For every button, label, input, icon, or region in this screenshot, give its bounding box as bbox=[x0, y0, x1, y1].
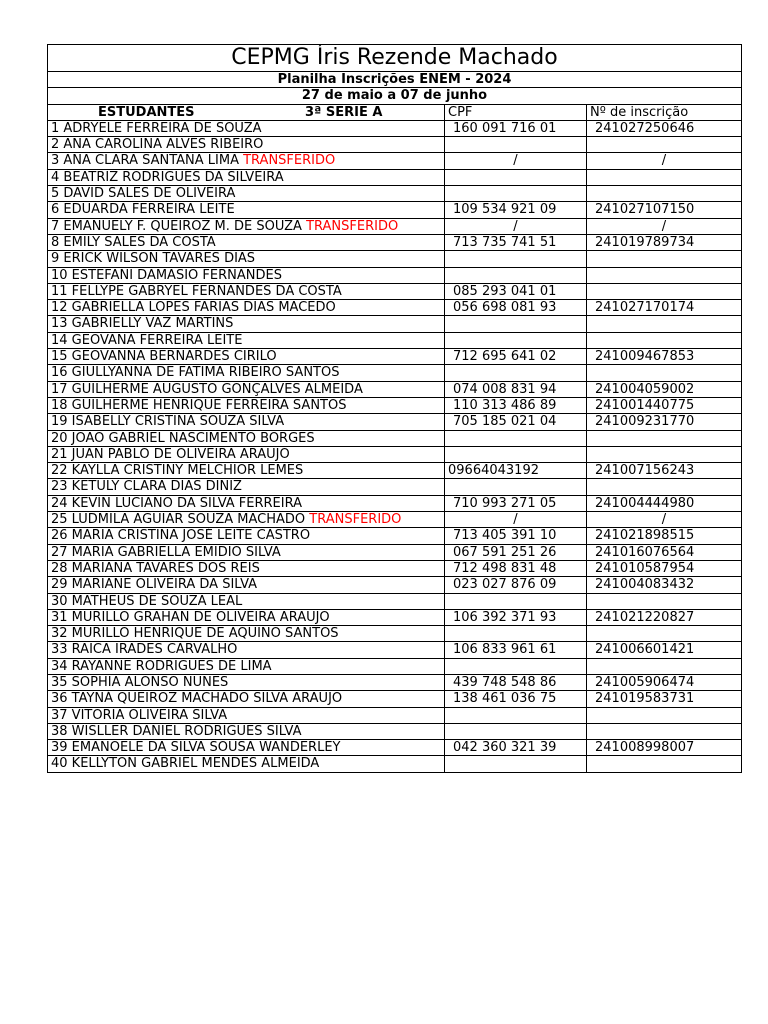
cpf-cell bbox=[445, 316, 587, 332]
registration-cell bbox=[587, 756, 742, 772]
student-name: 12 GABRIELLA LOPES FARIAS DIAS MACEDO bbox=[51, 300, 336, 316]
registration-cell: / bbox=[587, 218, 742, 234]
table-row bbox=[48, 267, 742, 283]
table-row bbox=[48, 740, 742, 756]
table-row bbox=[48, 153, 742, 169]
registration-cell: 241009467853 bbox=[587, 349, 742, 365]
student-cell bbox=[48, 300, 445, 316]
registration-cell bbox=[587, 267, 742, 283]
registration-cell: 241001440775 bbox=[587, 397, 742, 413]
cpf-cell bbox=[445, 707, 587, 723]
student-cell bbox=[48, 365, 445, 381]
student-name: 14 GEOVANA FERREIRA LEITE bbox=[51, 332, 243, 348]
cpf-cell bbox=[445, 626, 587, 642]
student-cell bbox=[48, 658, 445, 674]
cpf-cell: / bbox=[445, 153, 587, 169]
student-cell bbox=[48, 544, 445, 560]
cpf-cell bbox=[445, 137, 587, 153]
registration-cell: 241021220827 bbox=[587, 609, 742, 625]
student-name: 37 VITÓRIA OLIVEIRA SILVA bbox=[51, 707, 228, 723]
student-cell bbox=[48, 153, 445, 169]
table-row bbox=[48, 169, 742, 185]
table-row bbox=[48, 512, 742, 528]
student-cell bbox=[48, 626, 445, 642]
student-name: 34 RAYANNE RODRIGUES DE LIMA bbox=[51, 658, 272, 674]
table-row bbox=[48, 479, 742, 495]
registration-cell bbox=[587, 658, 742, 674]
cpf-cell: 09664043192 bbox=[445, 463, 587, 479]
student-name: 36 TAYNÁ QUEIROZ MACHADO SILVA ARAUJO bbox=[51, 691, 343, 707]
student-name: 32 MURILLO HENRIQUE DE AQUINO SANTOS bbox=[51, 626, 339, 642]
registration-cell bbox=[587, 365, 742, 381]
cpf-cell: 712 695 641 02 bbox=[445, 349, 587, 365]
students-header-cell bbox=[48, 104, 445, 120]
transfer-status: TRANSFERIDO bbox=[309, 512, 402, 528]
registration-cell: 241009231770 bbox=[587, 414, 742, 430]
cpf-cell bbox=[445, 186, 587, 202]
student-cell bbox=[48, 495, 445, 511]
registration-header: Nº de inscrição bbox=[587, 104, 742, 120]
table-row bbox=[48, 283, 742, 299]
student-cell bbox=[48, 479, 445, 495]
student-name: 8 EMILY SALES DA COSTA bbox=[51, 234, 216, 250]
table-row bbox=[48, 186, 742, 202]
registration-cell bbox=[587, 251, 742, 267]
cpf-cell bbox=[445, 267, 587, 283]
student-name: 26 MARIA CRISTINA JOSÉ LEITE CASTRO bbox=[51, 528, 311, 544]
registration-cell bbox=[587, 723, 742, 739]
table-row bbox=[48, 626, 742, 642]
student-name: 20 JOÃO GABRIEL NASCIMENTO BORGES bbox=[51, 430, 315, 446]
student-cell bbox=[48, 381, 445, 397]
cpf-cell: 106 392 371 93 bbox=[445, 609, 587, 625]
table-row bbox=[48, 316, 742, 332]
registration-cell: 241019789734 bbox=[587, 234, 742, 250]
student-name: 17 GUILHERME AUGUSTO GONÇALVES ALMEIDA bbox=[51, 381, 363, 397]
student-name: 31 MURILLO GRAHAN DE OLIVEIRA ARAUJO bbox=[51, 609, 330, 625]
registration-cell bbox=[587, 137, 742, 153]
table-row bbox=[48, 691, 742, 707]
cpf-cell bbox=[445, 593, 587, 609]
cpf-cell: / bbox=[445, 512, 587, 528]
table-row bbox=[48, 120, 742, 136]
registration-cell: 241004059002 bbox=[587, 381, 742, 397]
registration-cell: / bbox=[587, 512, 742, 528]
document-title: CEPMG Íris Rezende Machado bbox=[48, 45, 742, 72]
cpf-cell: 106 833 961 61 bbox=[445, 642, 587, 658]
student-name: 5 DAVID SALES DE OLIVEIRA bbox=[51, 186, 236, 202]
registration-cell: 241006601421 bbox=[587, 642, 742, 658]
student-cell bbox=[48, 609, 445, 625]
student-name: 9 ERICK WILSON TAVARES DIAS bbox=[51, 251, 256, 267]
cpf-cell: 109 534 921 09 bbox=[445, 202, 587, 218]
cpf-cell bbox=[445, 365, 587, 381]
cpf-cell bbox=[445, 332, 587, 348]
table-row bbox=[48, 560, 742, 576]
registration-cell bbox=[587, 479, 742, 495]
student-cell bbox=[48, 756, 445, 772]
enrollment-sheet bbox=[47, 44, 742, 773]
registration-cell: 241008998007 bbox=[587, 740, 742, 756]
student-cell bbox=[48, 283, 445, 299]
student-cell bbox=[48, 642, 445, 658]
student-name: 21 JUAN PABLO DE OLIVEIRA ARAUJO bbox=[51, 446, 290, 462]
class-header: 3ª SERIE A bbox=[305, 104, 383, 120]
student-name: 38 WISLLER DANIEL RODRIGUES SILVA bbox=[51, 723, 302, 739]
subtitle-row bbox=[48, 72, 742, 88]
table-row bbox=[48, 446, 742, 462]
student-name: 22 KAYLLA CRISTINY MELCHIOR LEMES bbox=[51, 463, 304, 479]
cpf-cell: 710 993 271 05 bbox=[445, 495, 587, 511]
student-cell bbox=[48, 137, 445, 153]
transfer-status: TRANSFERIDO bbox=[243, 153, 336, 169]
table-row bbox=[48, 593, 742, 609]
table-row bbox=[48, 332, 742, 348]
student-cell bbox=[48, 316, 445, 332]
registration-cell bbox=[587, 430, 742, 446]
student-cell bbox=[48, 218, 445, 234]
student-cell bbox=[48, 186, 445, 202]
table-row bbox=[48, 674, 742, 690]
student-cell bbox=[48, 332, 445, 348]
student-name: 25 LUDMILA AGUIAR SOUZA MACHADO bbox=[51, 512, 306, 528]
table-row bbox=[48, 463, 742, 479]
registration-cell: 241027170174 bbox=[587, 300, 742, 316]
cpf-cell: 074 008 831 94 bbox=[445, 381, 587, 397]
table-row bbox=[48, 137, 742, 153]
registration-cell: 241027250646 bbox=[587, 120, 742, 136]
transfer-status: TRANSFERIDO bbox=[306, 218, 399, 234]
cpf-cell: 439 748 548 86 bbox=[445, 674, 587, 690]
student-cell bbox=[48, 234, 445, 250]
cpf-header: CPF bbox=[445, 104, 587, 120]
table-row bbox=[48, 397, 742, 413]
student-cell bbox=[48, 202, 445, 218]
student-cell bbox=[48, 446, 445, 462]
cpf-cell bbox=[445, 446, 587, 462]
student-cell bbox=[48, 267, 445, 283]
cpf-cell: 138 461 036 75 bbox=[445, 691, 587, 707]
table-row bbox=[48, 495, 742, 511]
student-name: 6 EDUARDA FERREIRA LEITE bbox=[51, 202, 235, 218]
student-cell bbox=[48, 512, 445, 528]
registration-cell bbox=[587, 446, 742, 462]
student-name: 16 GIULLYANNA DE FATIMA RIBEIRO SANTOS bbox=[51, 365, 340, 381]
students-header: ESTUDANTES bbox=[98, 104, 195, 120]
student-cell bbox=[48, 707, 445, 723]
registration-cell bbox=[587, 626, 742, 642]
document-subtitle: Planilha Inscrições ENEM - 2024 bbox=[48, 72, 742, 88]
registration-cell: 241004083432 bbox=[587, 577, 742, 593]
student-name: 2 ANA CAROLINA ALVES RIBEIRO bbox=[51, 137, 264, 153]
student-name: 19 ISABELLY CRISTINA SOUZA SILVA bbox=[51, 414, 285, 430]
student-name: 39 EMANOELE DA SILVA SOUSA WANDERLEY bbox=[51, 740, 341, 756]
table-row bbox=[48, 349, 742, 365]
cpf-cell: 023 027 876 09 bbox=[445, 577, 587, 593]
registration-cell: 241021898515 bbox=[587, 528, 742, 544]
student-cell bbox=[48, 120, 445, 136]
table-row bbox=[48, 218, 742, 234]
student-cell bbox=[48, 577, 445, 593]
student-name: 40 KELLYTON GABRIEL MENDES ALMEIDA bbox=[51, 756, 320, 772]
student-cell bbox=[48, 251, 445, 267]
table-row bbox=[48, 756, 742, 772]
cpf-cell: 705 185 021 04 bbox=[445, 414, 587, 430]
title-row bbox=[48, 45, 742, 72]
student-cell bbox=[48, 414, 445, 430]
student-name: 18 GUILHERME HENRIQUE FERREIRA SANTOS bbox=[51, 397, 347, 413]
cpf-cell: 067 591 251 26 bbox=[445, 544, 587, 560]
cpf-cell bbox=[445, 723, 587, 739]
cpf-cell: 110 313 486 89 bbox=[445, 397, 587, 413]
student-name: 28 MARIANA TAVARES DOS REIS bbox=[51, 560, 260, 576]
student-cell bbox=[48, 560, 445, 576]
cpf-cell bbox=[445, 479, 587, 495]
student-name: 30 MATHEUS DE SOUZA LEAL bbox=[51, 593, 243, 609]
cpf-cell: 712 498 831 48 bbox=[445, 560, 587, 576]
cpf-cell: / bbox=[445, 218, 587, 234]
registration-cell: 241019583731 bbox=[587, 691, 742, 707]
table-row bbox=[48, 723, 742, 739]
student-name: 35 SOPHIA ALONSO NUNES bbox=[51, 674, 229, 690]
table-row bbox=[48, 430, 742, 446]
student-name: 4 BEATRIZ RODRIGUES DA SILVEIRA bbox=[51, 169, 284, 185]
cpf-cell bbox=[445, 430, 587, 446]
student-name: 29 MARIANE OLIVEIRA DA SILVA bbox=[51, 577, 258, 593]
cpf-cell: 713 735 741 51 bbox=[445, 234, 587, 250]
registration-cell: 241016076564 bbox=[587, 544, 742, 560]
table-row bbox=[48, 300, 742, 316]
table-row bbox=[48, 381, 742, 397]
student-cell bbox=[48, 691, 445, 707]
cpf-cell: 713 405 391 10 bbox=[445, 528, 587, 544]
table-row bbox=[48, 642, 742, 658]
student-cell bbox=[48, 593, 445, 609]
student-name: 10 ESTEFANI DAMASIO FERNANDES bbox=[51, 267, 282, 283]
table-row bbox=[48, 577, 742, 593]
student-cell bbox=[48, 430, 445, 446]
table-row bbox=[48, 234, 742, 250]
cpf-cell bbox=[445, 169, 587, 185]
registration-cell bbox=[587, 283, 742, 299]
registration-cell: 241004444980 bbox=[587, 495, 742, 511]
cpf-cell: 085 293 041 01 bbox=[445, 283, 587, 299]
cpf-cell: 042 360 321 39 bbox=[445, 740, 587, 756]
student-cell bbox=[48, 674, 445, 690]
student-name: 11 FELLYPE GABRYEL FERNANDES DA COSTA bbox=[51, 283, 342, 299]
registration-cell bbox=[587, 707, 742, 723]
cpf-cell: 056 698 081 93 bbox=[445, 300, 587, 316]
cpf-cell bbox=[445, 658, 587, 674]
cpf-cell: 160 091 716 01 bbox=[445, 120, 587, 136]
registration-cell bbox=[587, 332, 742, 348]
registration-cell: 241005906474 bbox=[587, 674, 742, 690]
registration-period: 27 de maio a 07 de junho bbox=[48, 88, 742, 104]
student-name: 7 EMANUELY F. QUEIROZ M. DE SOUZA bbox=[51, 218, 302, 234]
student-cell bbox=[48, 463, 445, 479]
student-name: 23 KETULY CLARA DIAS DINIZ bbox=[51, 479, 242, 495]
sheet-body bbox=[48, 45, 742, 773]
student-name: 13 GABRIELLY VAZ MARTINS bbox=[51, 316, 234, 332]
student-name: 27 MARIA GABRIELLA EMIDIO SILVA bbox=[51, 544, 281, 560]
registration-cell: 241007156243 bbox=[587, 463, 742, 479]
student-cell bbox=[48, 723, 445, 739]
table-row bbox=[48, 707, 742, 723]
table-row bbox=[48, 365, 742, 381]
registration-cell: 241010587954 bbox=[587, 560, 742, 576]
student-name: 3 ANA CLARA SANTANA LIMA bbox=[51, 153, 239, 169]
column-header-row bbox=[48, 104, 742, 120]
period-row bbox=[48, 88, 742, 104]
table-row bbox=[48, 414, 742, 430]
table-row bbox=[48, 544, 742, 560]
student-cell bbox=[48, 740, 445, 756]
cpf-cell bbox=[445, 251, 587, 267]
student-name: 33 RAICA IRADES CARVALHO bbox=[51, 642, 238, 658]
table-row bbox=[48, 658, 742, 674]
student-cell bbox=[48, 397, 445, 413]
registration-cell: 241027107150 bbox=[587, 202, 742, 218]
table-row bbox=[48, 609, 742, 625]
registration-cell bbox=[587, 316, 742, 332]
registration-cell bbox=[587, 169, 742, 185]
student-cell bbox=[48, 528, 445, 544]
table-row bbox=[48, 202, 742, 218]
student-cell bbox=[48, 349, 445, 365]
registration-cell: / bbox=[587, 153, 742, 169]
table-row bbox=[48, 528, 742, 544]
student-name: 15 GEOVANNA BERNARDES CIRILO bbox=[51, 349, 277, 365]
registration-cell bbox=[587, 593, 742, 609]
table-row bbox=[48, 251, 742, 267]
cpf-cell bbox=[445, 756, 587, 772]
registration-cell bbox=[587, 186, 742, 202]
student-cell bbox=[48, 169, 445, 185]
student-name: 24 KEVIN LUCIANO DA SILVA FERREIRA bbox=[51, 495, 302, 511]
student-name: 1 ADRYELE FERREIRA DE SOUZA bbox=[51, 120, 262, 136]
